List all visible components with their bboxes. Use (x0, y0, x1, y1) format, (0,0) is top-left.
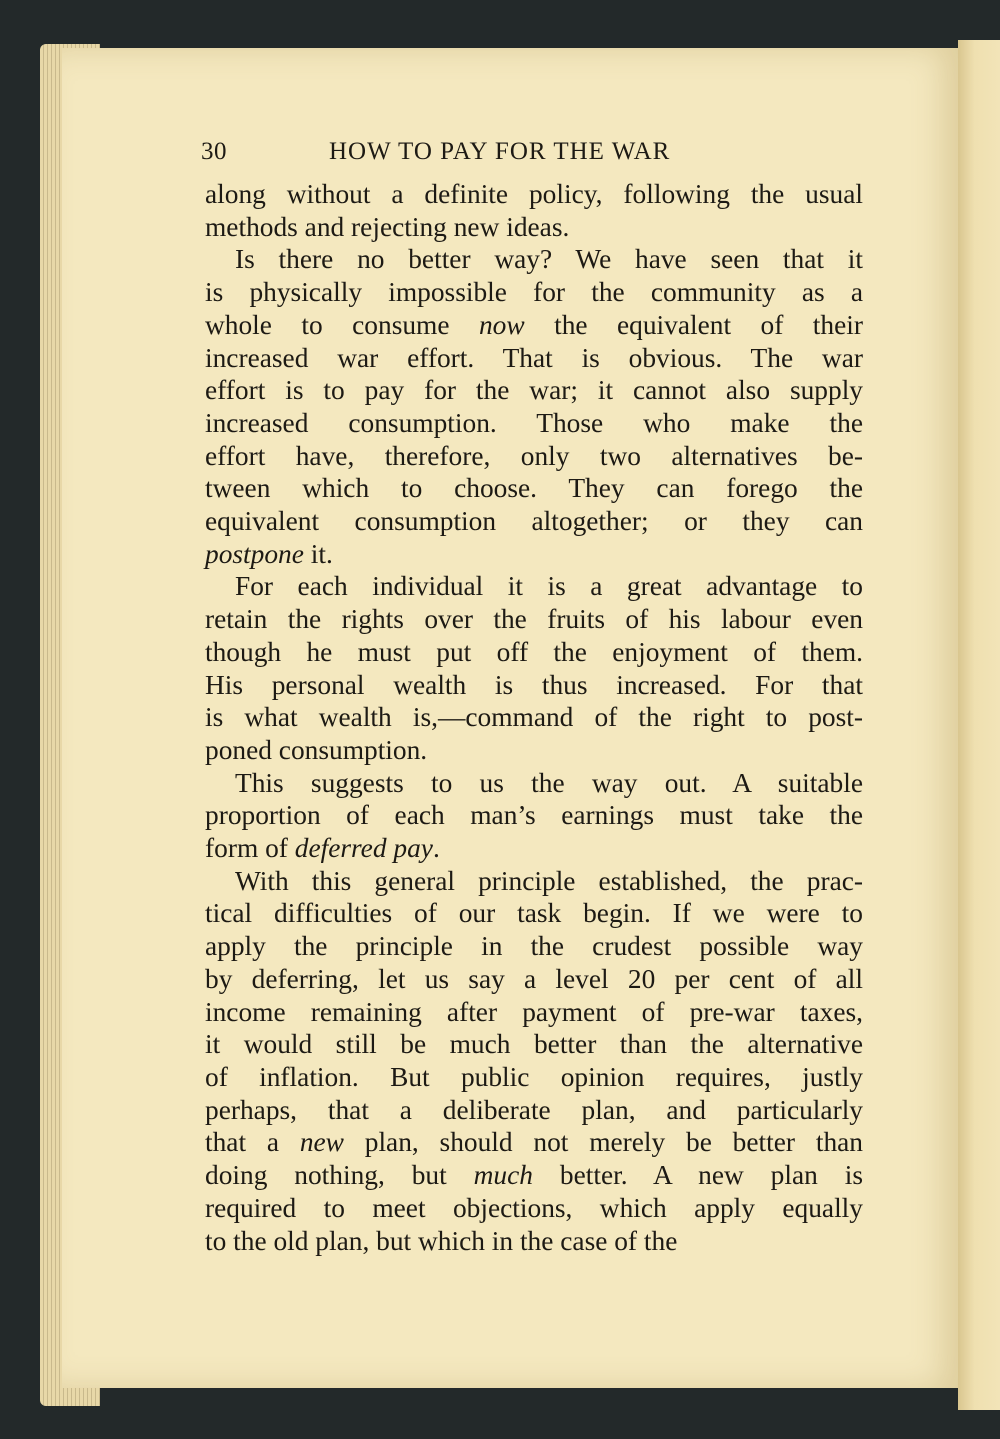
page-number: 30 (201, 138, 227, 165)
running-head (201, 138, 741, 172)
text-line: methods and rejecting new ideas. (205, 211, 570, 242)
text-line: increased war effort. That is obvious. The war (205, 342, 863, 373)
paragraph-p4 (205, 767, 863, 865)
paragraph-p3 (205, 570, 863, 766)
text-line: doing nothing, but much better. A new plan is (205, 1160, 863, 1191)
text-line: equivalent consumption altogether; or they can (205, 506, 863, 537)
facing-page-edge (958, 40, 1000, 1410)
text-line: effort have, therefore, only two alternatives be- (205, 440, 863, 471)
text-line: it would still be much better than the alternative (205, 1029, 863, 1060)
text-line: that a new plan, should not merely be better than (205, 1127, 863, 1158)
text-line: With this general principle established, the prac- (235, 865, 863, 896)
text-line: apply the principle in the crudest possible way (205, 931, 863, 962)
text-line: is what wealth is,—command of the right to post- (205, 702, 863, 733)
text-line: perhaps, that a deliberate plan, and particularly (205, 1094, 863, 1125)
text-line: of inflation. But public opinion requires, justly (205, 1061, 863, 1092)
text-line: retain the rights over the fruits of his labour even (205, 604, 863, 635)
text-line: required to meet objections, which apply equally (205, 1192, 863, 1223)
text-line: For each individual it is a great advantage to (235, 571, 863, 602)
text-line: along without a definite policy, following the usual (205, 179, 863, 209)
text-line: tical difficulties of our task begin. If we were to (205, 898, 863, 929)
text-line: whole to consume now the equivalent of their (205, 309, 863, 340)
paragraph-p1 (205, 178, 863, 243)
paragraph-p2 (205, 243, 863, 570)
text-line: effort is to pay for the war; it cannot also supply (205, 375, 863, 406)
text-line: Is there no better way? We have seen that it (235, 244, 863, 275)
body-text (205, 178, 863, 1257)
text-line: tween which to choose. They can forego the (205, 473, 863, 504)
text-line: income remaining after payment of pre-war taxes, (205, 996, 863, 1027)
text-line: This suggests to us the way out. A suitable (235, 767, 863, 798)
paragraph-p5 (205, 865, 863, 1257)
text-line: by deferring, let us say a level 20 per cent of all (205, 963, 863, 994)
text-line: proportion of each man’s earnings must take the (205, 800, 863, 831)
text-line: His personal wealth is thus increased. For that (205, 669, 863, 700)
text-line: postpone it. (205, 538, 333, 569)
text-line: poned consumption. (205, 734, 428, 765)
text-line: to the old plan, but which in the case of the (205, 1225, 678, 1256)
text-line: form of deferred pay. (205, 833, 440, 864)
running-title: HOW TO PAY FOR THE WAR (329, 138, 671, 165)
text-line: though he must put off the enjoyment of them. (205, 636, 863, 667)
text-line: is physically impossible for the community as a (205, 277, 863, 308)
text-line: increased consumption. Those who make the (205, 407, 863, 438)
